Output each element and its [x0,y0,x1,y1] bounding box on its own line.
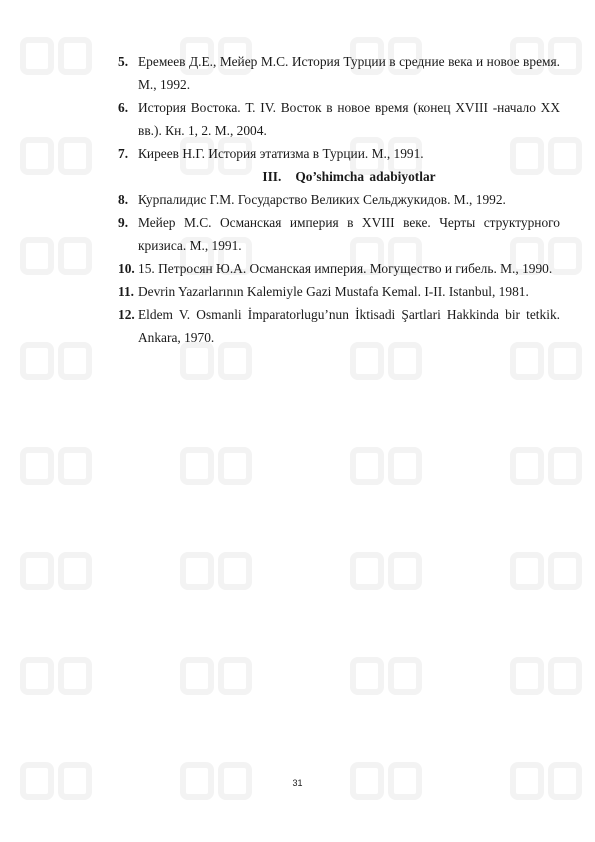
bibliography-entry [118,96,560,142]
entry-number: 10. [118,261,135,276]
bibliography-entry [118,188,560,211]
bibliography-entry [118,142,560,165]
page-number: 31 [292,778,303,788]
entry-number: 12. [118,307,135,322]
entry-number: 11. [118,284,134,299]
bibliography-entry [118,211,560,257]
bibliography-entry [118,50,560,96]
entry-text: 15. Петросян Ю.А. Османская империя. Могущество и гибель. М., 1990. [138,261,553,276]
entry-text: Мейер М.С. Османская империя в XVIII веке. Черты структурного кризиса. М., 1991. [138,215,560,253]
entry-number: 8. [118,192,129,207]
bibliography-entry [118,303,560,349]
section-heading [138,165,560,188]
bibliography-entry [118,280,560,303]
entry-number: 9. [118,215,129,230]
entry-text: Еремеев Д.Е., Мейер М.С. История Турции в средние века и новое время. М., 1992. [138,54,560,92]
bibliography-entry [118,257,560,280]
entry-text: Киреев Н.Г. История этатизма в Турции. М., 1991. [138,146,424,161]
entry-number: 5. [118,54,129,69]
entry-text: Devrin Yazarlarının Kalemiyle Gazi Mustafa Kemal. I-II. Istanbul, 1981. [138,284,529,299]
bibliography-list [118,50,560,349]
entry-text: Eldem V. Osmanli İmparatorlugu’nun İktisadi Şartlari Hakkinda bir tetkik. Ankara, 1970. [138,307,560,345]
section-number: III. [262,169,282,184]
entry-number: 7. [118,146,129,161]
entry-text: История Востока. Т. IV. Восток в новое время (конец XVIII -начало XX вв.). Кн. 1, 2. М., 2004. [138,100,560,138]
section-title: Qo’shimcha adabiyotlar [295,169,436,184]
entry-text: Курпалидис Г.М. Государство Великих Сельджукидов. М., 1992. [138,192,506,207]
entry-number: 6. [118,100,129,115]
